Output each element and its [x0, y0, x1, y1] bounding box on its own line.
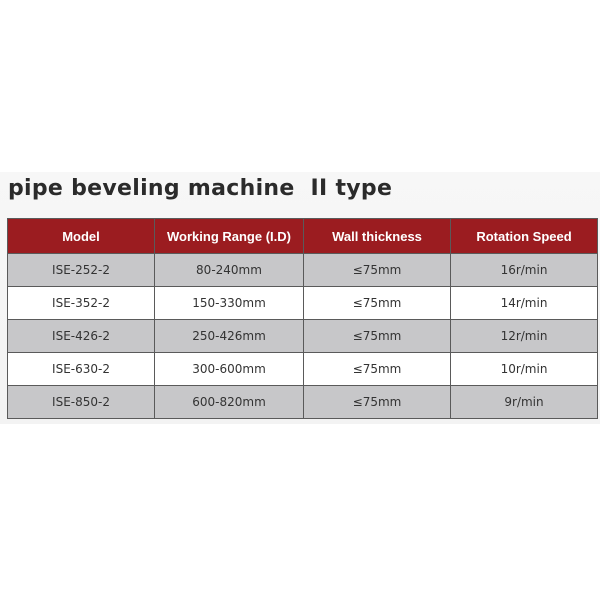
cell-rotation-speed: 16r/min — [451, 254, 598, 287]
cell-model: ISE-426-2 — [8, 320, 155, 353]
cell-working-range: 300-600mm — [155, 353, 304, 386]
cell-model: ISE-850-2 — [8, 386, 155, 419]
header-working-range: Working Range (I.D) — [155, 219, 304, 254]
table-row — [8, 353, 598, 386]
header-rotation-speed: Rotation Speed — [451, 219, 598, 254]
cell-wall-thickness: ≤75mm — [304, 287, 451, 320]
table-row — [8, 386, 598, 419]
cell-wall-thickness: ≤75mm — [304, 320, 451, 353]
cell-rotation-speed: 14r/min — [451, 287, 598, 320]
cell-wall-thickness: ≤75mm — [304, 353, 451, 386]
cell-model: ISE-252-2 — [8, 254, 155, 287]
table-row — [8, 287, 598, 320]
cell-working-range: 80-240mm — [155, 254, 304, 287]
cell-rotation-speed: 9r/min — [451, 386, 598, 419]
header-wall-thickness: Wall thickness — [304, 219, 451, 254]
cell-model: ISE-352-2 — [8, 287, 155, 320]
cell-working-range: 250-426mm — [155, 320, 304, 353]
table-row — [8, 320, 598, 353]
table-row — [8, 254, 598, 287]
cell-wall-thickness: ≤75mm — [304, 254, 451, 287]
cell-wall-thickness: ≤75mm — [304, 386, 451, 419]
cell-rotation-speed: 10r/min — [451, 353, 598, 386]
spec-table — [7, 218, 598, 419]
cell-rotation-speed: 12r/min — [451, 320, 598, 353]
table-header-row — [8, 219, 598, 254]
cell-working-range: 150-330mm — [155, 287, 304, 320]
page-title: pipe beveling machine II type — [8, 176, 393, 201]
header-model: Model — [8, 219, 155, 254]
cell-model: ISE-630-2 — [8, 353, 155, 386]
cell-working-range: 600-820mm — [155, 386, 304, 419]
